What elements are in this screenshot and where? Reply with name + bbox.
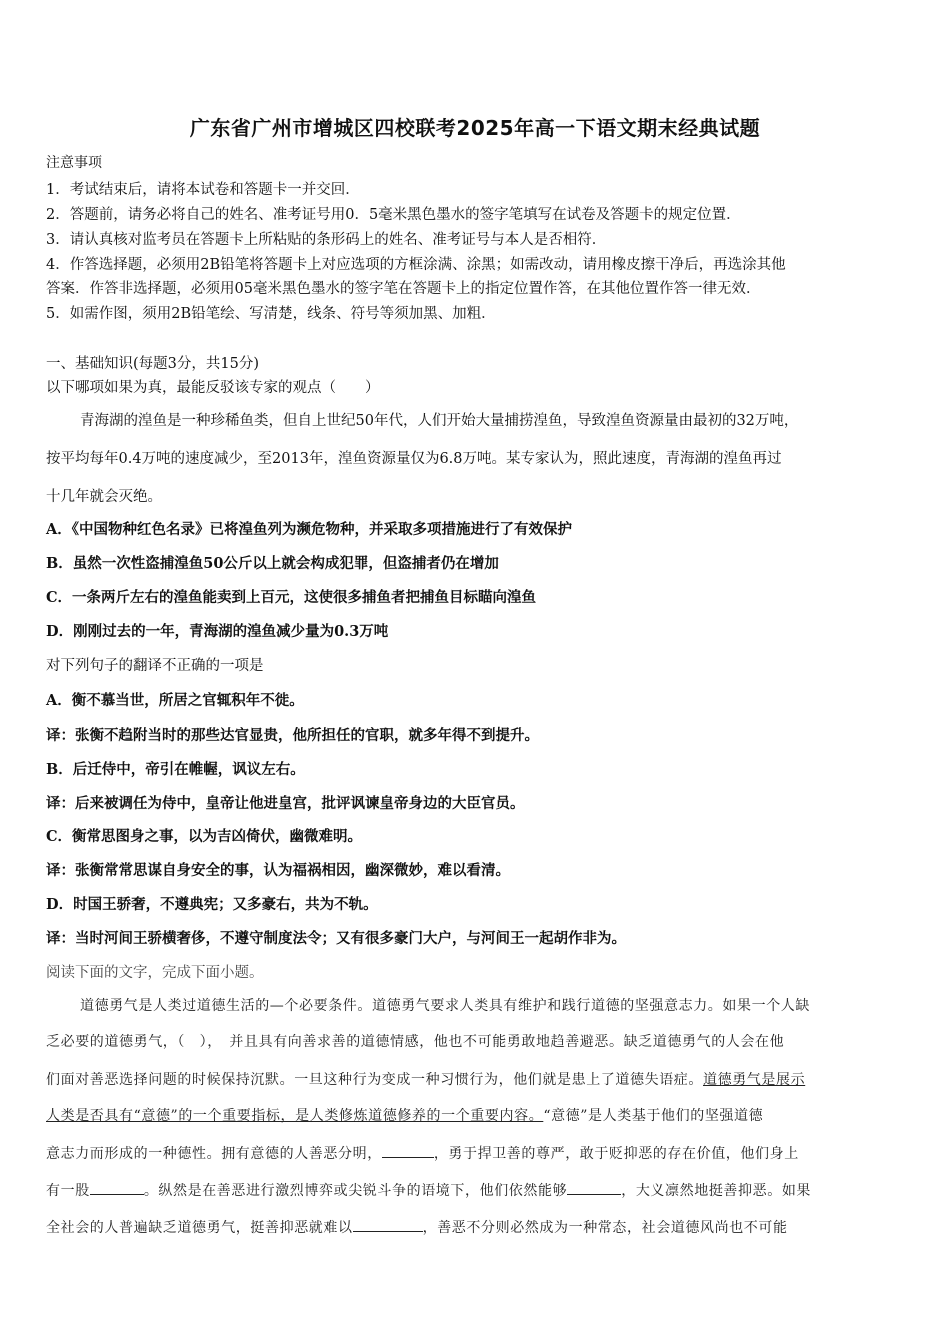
- reading-text: “意德”是人类基于他们的坚强道德: [543, 1108, 764, 1124]
- reading-line: [46, 1105, 763, 1125]
- reading-text: 们面对善恶选择问题的时候保持沉默。一旦这种行为变成一种习惯行为，他们就是患上了道德失语症。: [46, 1072, 703, 1088]
- option-b: B．虽然一次性盗捕湟鱼50公斤以上就会构成犯罪，但盗捕者仍在增加: [46, 555, 499, 572]
- notice-item: 答案．作答非选择题，必须用05毫米黑色墨水的签字笔在答题卡上的指定位置作答，在其他位置作答一律无效．: [46, 281, 761, 297]
- reading-text: ，善恶不分则必然成为一种常态，社会道德风尚也不可能: [422, 1220, 788, 1236]
- passage-line: 十几年就会灭绝。: [46, 489, 162, 505]
- answer-blank: [382, 1143, 434, 1158]
- option-a: A．《中国物种红色名录》已将湟鱼列为濒危物种，并采取多项措施进行了有效保护: [46, 521, 572, 538]
- question-stem: 对下列句子的翻译不正确的一项是: [46, 658, 264, 674]
- notice-item: 5．如需作图，须用2B铅笔绘、写清楚，线条、符号等须加黑、加粗．: [46, 306, 496, 322]
- translation-c: 译：张衡常常思谋自身安全的事，认为福祸相因，幽深微妙，难以看清。: [46, 862, 510, 879]
- translation-d: 译：当时河间王骄横奢侈，不遵守制度法令；又有很多豪门大户，与河间王一起胡作非为。: [46, 930, 626, 947]
- notice-item: 4．作答选择题，必须用2B铅笔将答题卡上对应选项的方框涂满、涂黑；如需改动，请用橡皮擦干净后，再选涂其他: [46, 257, 786, 273]
- translation-a: 译：张衡不趋附当时的那些达官显贵，他所担任的官职，就多年得不到提升。: [46, 727, 539, 744]
- reading-line: [46, 1180, 811, 1200]
- reading-text: ，勇于捍卫善的尊严，敢于贬抑恶的存在价值，他们身上: [433, 1146, 799, 1162]
- page-title: 广东省广州市增城区四校联考2025年高一下语文期末经典试题: [189, 116, 761, 140]
- reading-text: 有一股: [46, 1183, 90, 1199]
- option-c: C．衡常思图身之事，以为吉凶倚伏，幽微难明。: [46, 828, 363, 845]
- question-stem: 以下哪项如果为真，最能反驳该专家的观点（ ）: [46, 380, 380, 396]
- translation-b: 译：后来被调任为侍中，皇帝让他进皇宫，批评讽谏皇帝身边的大臣官员。: [46, 795, 525, 812]
- option-a: A．衡不慕当世，所居之官辄积年不徙。: [46, 692, 304, 709]
- option-c: C．一条两斤左右的湟鱼能卖到上百元，这使很多捕鱼者把捕鱼目标瞄向湟鱼: [46, 589, 537, 606]
- reading-text: 。纵然是在善恶进行激烈博弈或尖锐斗争的语境下，他们依然能够: [143, 1183, 568, 1199]
- passage-line: 按平均每年0.4万吨的速度减少，至2013年，湟鱼资源量仅为6.8万吨。某专家认为，照此速度，青海湖的湟鱼再过: [46, 451, 782, 467]
- reading-line: [46, 1143, 799, 1163]
- notice-heading: 注意事项: [46, 155, 102, 171]
- answer-blank: [353, 1217, 423, 1232]
- answer-blank: [567, 1180, 621, 1195]
- notice-item: 3．请认真核对监考员在答题卡上所粘贴的条形码上的姓名、准考证号与本人是否相符．: [46, 232, 607, 248]
- underlined-sentence: 人类是否具有“意德”的一个重要指标，是人类修炼道德修养的一个重要内容。: [46, 1108, 544, 1124]
- option-d: D．刚刚过去的一年，青海湖的湟鱼减少量为0.3万吨: [46, 623, 389, 640]
- reading-line: [46, 1069, 805, 1089]
- underlined-sentence: 道德勇气是展示: [703, 1072, 806, 1088]
- reading-intro: 阅读下面的文字，完成下面小题。: [46, 965, 264, 981]
- reading-text: 意志力而形成的一种德性。拥有意德的人善恶分明，: [46, 1146, 382, 1162]
- reading-line: 道德勇气是人类过道德生活的—个必要条件。道德勇气要求人类具有维护和践行道德的坚强意志力。如果一个人缺: [80, 998, 810, 1014]
- passage-line: 青海湖的湟鱼是一种珍稀鱼类，但自上世纪50年代，人们开始大量捕捞湟鱼，导致湟鱼资源量由最初的32万吨，: [80, 413, 799, 429]
- reading-text: ，大义凛然地挺善抑恶。如果: [621, 1183, 812, 1199]
- section-heading: 一、基础知识(每题3分，共15分): [46, 356, 259, 372]
- reading-line: [46, 1217, 788, 1237]
- notice-item: 2．答题前，请务必将自己的姓名、准考证号用0．5毫米黑色墨水的签字笔填写在试卷及答题卡的规定位置．: [46, 207, 741, 223]
- notice-item: 1．考试结束后，请将本试卷和答题卡一并交回．: [46, 182, 360, 198]
- option-b: B．后迁侍中，帝引在帷幄，讽议左右。: [46, 761, 305, 778]
- option-d: D．时国王骄奢，不遵典宪；又多豪右，共为不轨。: [46, 896, 378, 913]
- answer-blank: [90, 1180, 144, 1195]
- reading-text: 全社会的人普遍缺乏道德勇气，挺善抑恶就难以: [46, 1220, 353, 1236]
- reading-line: 乏必要的道德勇气，（ ）， 并且具有向善求善的道德情感，他也不可能勇敢地趋善避恶。缺乏道德勇气的人会在他: [46, 1034, 785, 1050]
